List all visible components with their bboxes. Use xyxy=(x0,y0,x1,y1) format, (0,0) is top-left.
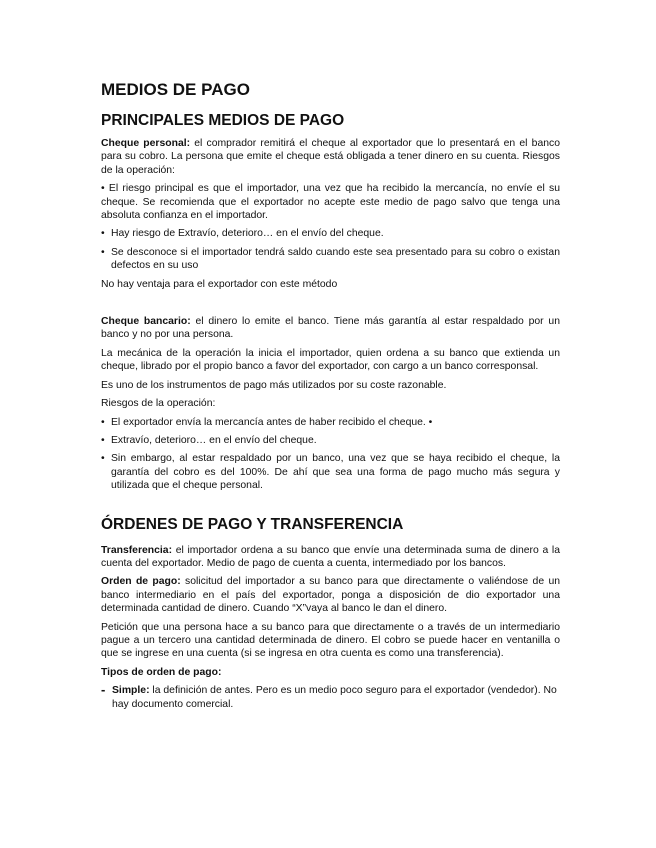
orden-pago-text: solicitud del importador a su banco para que directamente o valiéndose de un banco intermediario en el país del exportador, ponga a disposición de dio exportador una determinada cantidad de dinero. Cuando “X”vaya al banco le dan el dinero. xyxy=(101,576,561,615)
section-title-ordenes: ÓRDENES DE PAGO Y TRANSFERENCIA xyxy=(101,515,404,533)
section-title-principales: PRINCIPALES MEDIOS DE PAGO xyxy=(101,112,345,129)
transferencia-term: Transferencia: xyxy=(101,544,173,556)
page-title: MEDIOS DE PAGO xyxy=(101,80,250,99)
tipo-item xyxy=(101,684,560,711)
bullet-item: • Sin embargo, al estar respaldado por un banco, una vez que se haya recibido el cheque, la garantía del cobro es del 100%. De ahí que sea una forma de pago mucho más segura y utilizada que el cheque personal. xyxy=(101,452,560,492)
cheque-personal-intro: el comprador remitirá el cheque al exportador que lo presentará en el banco para su cobro. La persona que emite el cheque está obligada a tener dinero en su cuenta. Riesgos de la operación: xyxy=(101,138,560,176)
orden-pago-paragraph xyxy=(101,575,560,615)
cheque-bancario-mechanics: La mecánica de la operación la inicia el importador, quien ordena a su banco que extienda un cheque, librado por el propio banco a favor del exportador, con cargo a un banco corresponsal. xyxy=(101,347,560,373)
cheque-bancario-bullets xyxy=(101,416,560,493)
cheque-personal-risk: • El riesgo principal es que el importador, una vez que ha recibido la mercancía, no envíe el su cheque. Se recomienda que el exportador no acepte este medio de pago salvo que tenga una absoluta confianza en el importador. xyxy=(101,183,560,222)
tipos-list xyxy=(101,684,560,711)
bullet-item: • Hay riesgo de Extravío, deterioro… en el envío del cheque. xyxy=(101,227,560,240)
tipo-text: la definición de antes. Pero es un medio poco seguro para el exportador (vendedor). No hay documento comercial. xyxy=(112,685,557,710)
cheque-bancario-intro: el dinero lo emite el banco. Tiene más garantía al estar respaldado por un banco y no por una persona. xyxy=(101,316,560,341)
cheque-bancario-usage: Es uno de los instrumentos de pago más utilizados por su coste razonable. xyxy=(101,379,447,391)
cheque-personal-bullets xyxy=(101,227,560,272)
tipos-label: Tipos de orden de pago: xyxy=(101,666,222,678)
transferencia-text: el importador ordena a su banco que envíe una determinada suma de dinero a la cuenta del exportador. Medio de pago de cuenta a cuenta, intermediado por los bancos. xyxy=(101,544,560,569)
tipo-term: Simple: xyxy=(112,685,150,697)
cheque-bancario-term: Cheque bancario: xyxy=(101,316,191,328)
transferencia-paragraph xyxy=(101,544,560,571)
peticion-paragraph: Petición que una persona hace a su banco para que directamente o a través de un intermediario pague a un tercero una cantidad determinada de dinero. El cobro se puede hacer en ventanilla o que se ingrese en una cuenta (si se ingresa en otra cuenta es como una transferencia). xyxy=(101,621,560,660)
cheque-personal-paragraph xyxy=(101,137,560,177)
orden-pago-term: Orden de pago: xyxy=(101,576,181,588)
bullet-item: • Extravío, deterioro… en el envío del cheque. xyxy=(101,434,560,447)
bullet-item: • Se desconoce si el importador tendrá saldo cuando este sea presentado para su cobro o existan defectos en su uso xyxy=(101,246,560,273)
cheque-personal-term: Cheque personal: xyxy=(101,138,191,149)
cheque-personal-conclusion: No hay ventaja para el exportador con este método xyxy=(101,278,338,290)
cheque-bancario-paragraph xyxy=(101,315,560,342)
bullet-item: • El exportador envía la mercancía antes de haber recibido el cheque. • xyxy=(101,416,560,429)
cheque-bancario-risks-label: Riesgos de la operación: xyxy=(101,398,216,410)
